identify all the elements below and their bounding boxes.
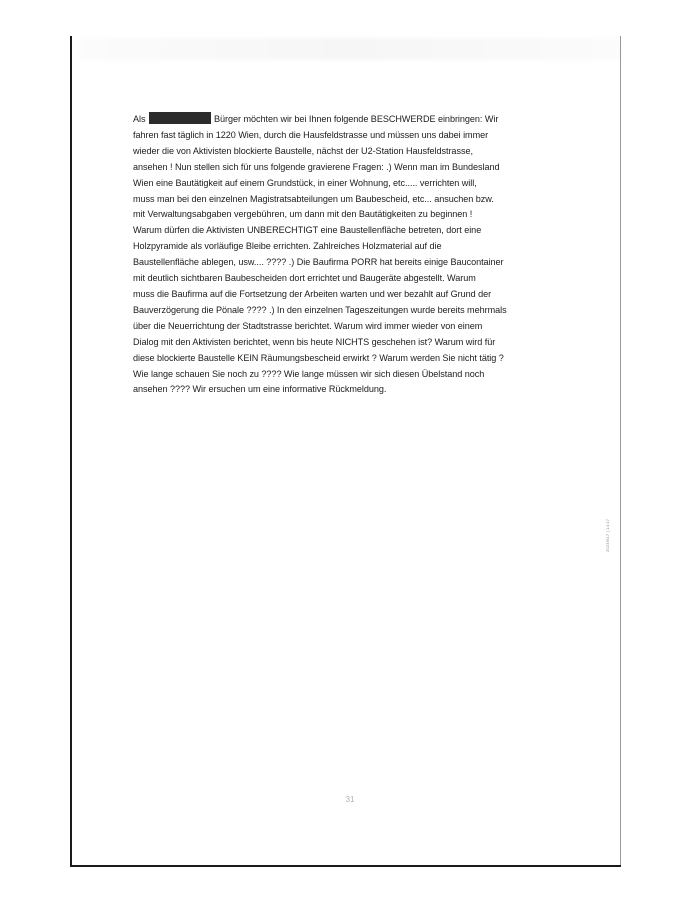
margin-date-stamp: 2023/917 | 14:17 — [605, 518, 610, 552]
letter-line-16: diese blockierte Baustelle KEIN Räumungsbescheid erwirkt ? Warum werden Sie nicht tätig ? — [133, 352, 504, 363]
scan-edge-bottom — [70, 865, 621, 867]
letter-line-8: Warum dürfen die Aktivisten UNBERECHTIGT eine Baustellenfläche betreten, dort eine — [133, 225, 482, 236]
letter-line-6: muss man bei den einzelnen Magistratsabteilungen um Baubescheid, etc... ansuchen bzw. — [133, 193, 494, 204]
letter-line-1 — [133, 112, 548, 128]
letter-line-18: ansehen ???? Wir ersuchen um eine informative Rückmeldung. — [133, 384, 387, 395]
letter-line-4: ansehen ! Nun stellen sich für uns folgende gravierene Fragen: .) Wenn man im Bundesland — [133, 161, 500, 172]
scan-edge-right — [620, 36, 621, 866]
page-number: 31 — [345, 795, 355, 804]
letter-line-11: mit deutlich sichtbaren Baubescheiden dort errichtet und Baugeräte abgestellt. Warum — [133, 273, 476, 284]
letter-line-2: fahren fast täglich in 1220 Wien, durch die Hausfeldstrasse und müssen uns dabei immer — [133, 129, 489, 140]
letter-line-15: Dialog mit den Aktivisten berichtet, wenn bis heute NICHTS geschehen ist? Warum wird für — [133, 336, 496, 347]
letter-line-3: wieder die von Aktivisten blockierte Baustelle, nächst der U2-Station Hausfeldstrasse, — [133, 145, 473, 156]
letter-line-14: über die Neuerrichtung der Stadtstrasse berichtet. Warum wird immer wieder von einem — [133, 320, 483, 331]
letter-line-5: Wien eine Bautätigkeit auf einem Grundstück, in einer Wohnung, etc..... verrichten will, — [133, 177, 477, 188]
scan-edge-left — [70, 36, 72, 866]
letter-line-1-start: Als — [133, 114, 146, 124]
redacted-text-block — [149, 112, 211, 124]
letter-line-12: muss die Baufirma auf die Fortsetzung der Arbeiten warten und wer bezahlt auf Grund der — [133, 288, 492, 299]
letter-line-7: mit Verwaltungsabgaben vergebühren, um dann mit den Bautätigkeiten zu beginnen ! — [133, 209, 473, 220]
letter-line-13: Bauverzögerung die Pönale ???? .) In den einzelnen Tageszeitungen wurde bereits mehrmals — [133, 304, 507, 315]
complaint-letter-body — [133, 112, 548, 398]
letter-line-1-end: Bürger möchten wir bei Ihnen folgende BESCHWERDE einbringen: Wir — [213, 114, 499, 124]
letter-line-10: Baustellenfläche ablegen, usw.... ???? .) Die Baufirma PORR hat bereits einige Baucontainer — [133, 257, 504, 268]
letter-line-17: Wie lange schauen Sie noch zu ???? Wie lange müssen wir sich diesen Übelstand noch — [133, 368, 485, 379]
scan-shadow — [80, 38, 620, 60]
letter-line-9: Holzpyramide als vorläufige Bleibe errichten. Zahlreiches Holzmaterial auf die — [133, 241, 442, 252]
